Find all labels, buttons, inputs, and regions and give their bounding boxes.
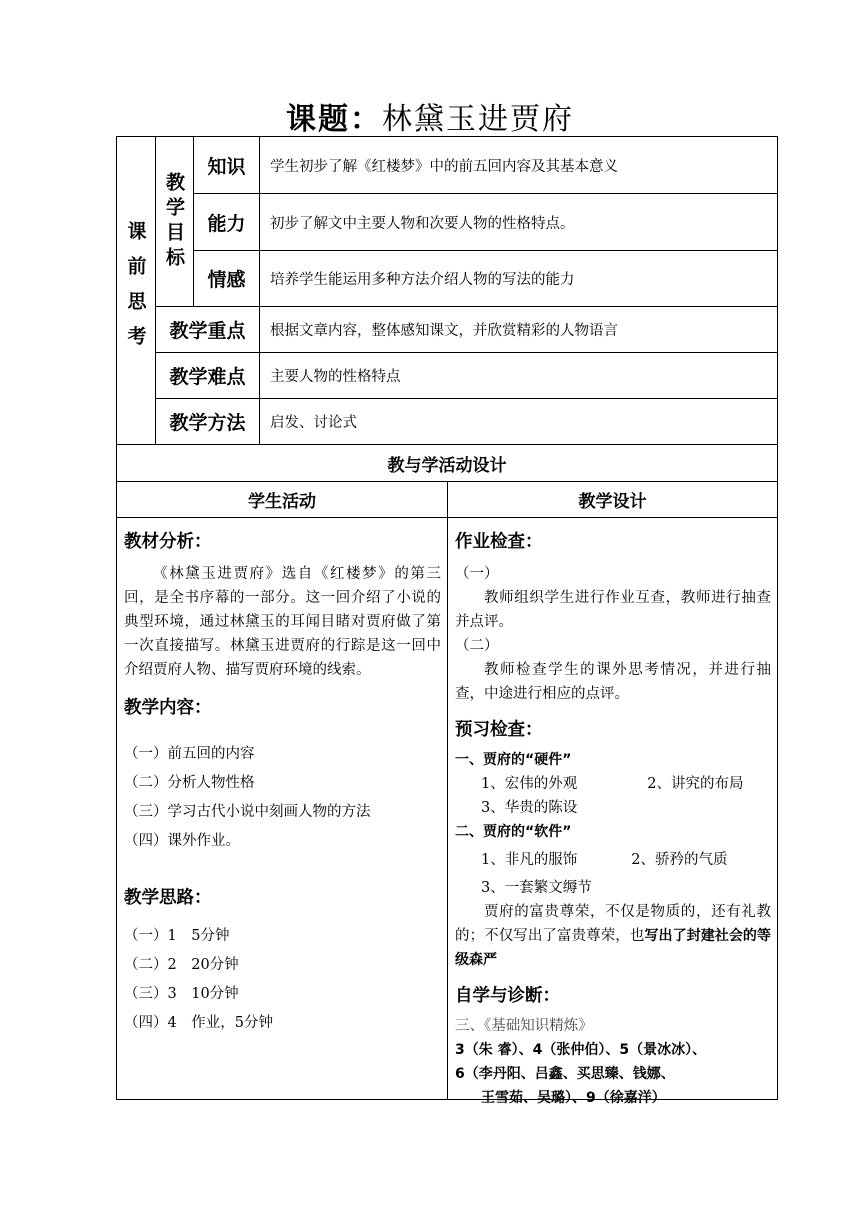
software-item: 1、非凡的服饰: [481, 852, 578, 868]
software-item: 2、骄矜的气质: [631, 852, 728, 868]
summary-normal: 贾府的富贵尊荣，不仅是物质的，还有礼教的；不仅写出了富贵尊荣，也: [455, 904, 771, 944]
objective-emotion-label: 情感: [194, 251, 260, 307]
objectives-label: 教学目标: [156, 137, 194, 307]
preview-summary: [455, 900, 771, 972]
key-point-text: 根据文章内容，整体感知课文，并欣赏精彩的人物语言: [260, 307, 777, 353]
title-prefix: 课题：: [286, 102, 382, 137]
page-title: [0, 94, 860, 138]
software-item: 3、一套繁文缛节: [481, 880, 592, 896]
method-label: 教学方法: [156, 399, 260, 444]
content-item: （三）学习古代小说中刻画人物的方法: [124, 804, 371, 820]
software-items-row: [455, 848, 771, 872]
teaching-design-column: [448, 518, 777, 1106]
difficulty-text: 主要人物的性格特点: [260, 353, 777, 399]
homework-text: 教师组织学生进行作业互查，教师进行抽查并点评。: [455, 590, 771, 630]
homework-text: 教师检查学生的课外思考情况，并进行抽查，中途进行相应的点评。: [455, 662, 771, 702]
self-study-line: 三、《基础知识精炼》: [455, 1018, 593, 1034]
content-item: （一）前五回的内容: [124, 746, 255, 762]
activity-heading: 教与学活动设计: [117, 444, 777, 482]
hardware-items-row: [455, 772, 771, 796]
objective-knowledge-label: 知识: [194, 137, 260, 194]
content-item: （四）课外作业。: [124, 833, 240, 849]
objective-emotion-text: 培养学生能运用多种方法介绍人物的写法的能力: [260, 251, 777, 307]
thinking-item: （一）1 5分钟: [124, 928, 230, 944]
title-name: 林黛玉进贾府: [382, 102, 574, 137]
content-item: （二）分析人物性格: [124, 775, 255, 791]
analysis-text: 《林黛玉进贾府》选自《红楼梦》的第三回，是全书序幕的一部分。这一回介绍了小说的典型环境，通过林黛玉的耳闻目睹对贾府做了第一次直接描写。林黛玉进贾府的行踪是这一回中介绍贾府人物、描写贾府环境的线索。: [124, 566, 441, 678]
student-activity-column: [117, 518, 448, 1099]
objective-knowledge-text: 学生初步了解《红楼梦》中的前五回内容及其基本意义: [260, 137, 777, 194]
difficulty-label: 教学难点: [156, 353, 260, 399]
self-study-line: 6（李丹阳、吕鑫、买思臻、钱娜、: [455, 1066, 675, 1082]
content-title: 教学内容：: [124, 698, 212, 718]
thinking-item: （二）2 20分钟: [124, 957, 239, 973]
software-title: 二、贾府的“软件”: [455, 824, 572, 840]
thinking-item: （四）4 作业，5分钟: [124, 1015, 273, 1031]
lesson-plan-table: [116, 136, 778, 1106]
homework-title: 作业检查：: [455, 532, 543, 552]
objective-ability-text: 初步了解文中主要人物和次要人物的性格特点。: [260, 194, 777, 251]
thinking-title: 教学思路：: [124, 888, 212, 908]
summary-bold: 写出了封建社会的等级森严: [455, 928, 772, 968]
student-activity-header: 学生活动: [117, 482, 448, 518]
self-study-title: 自学与诊断：: [455, 986, 560, 1006]
thinking-item: （三）3 10分钟: [124, 986, 239, 1002]
hardware-item: 2、讲究的布局: [647, 776, 744, 792]
hardware-item: 1、宏伟的外观: [481, 776, 578, 792]
self-study-line: 王雪茹、吴璐）、9（徐嘉洋）: [481, 1090, 666, 1106]
analysis-title: 教材分析：: [124, 532, 212, 552]
hardware-item: 3、华贵的陈设: [481, 800, 578, 816]
preview-title: 预习检查：: [455, 720, 543, 740]
hardware-title: 一、贾府的“硬件”: [455, 752, 572, 768]
key-point-label: 教学重点: [156, 307, 260, 353]
teaching-design-header: 教学设计: [448, 482, 777, 518]
objective-ability-label: 能力: [194, 194, 260, 251]
self-study-line: 3（朱 睿）、4（张仲伯）、5（景冰冰）、: [455, 1042, 707, 1058]
pre-thinking-label: 课前思考: [117, 137, 156, 444]
homework-marker: （一）: [455, 566, 499, 582]
homework-marker: （二）: [455, 638, 499, 654]
method-text: 启发、讨论式: [270, 415, 357, 431]
